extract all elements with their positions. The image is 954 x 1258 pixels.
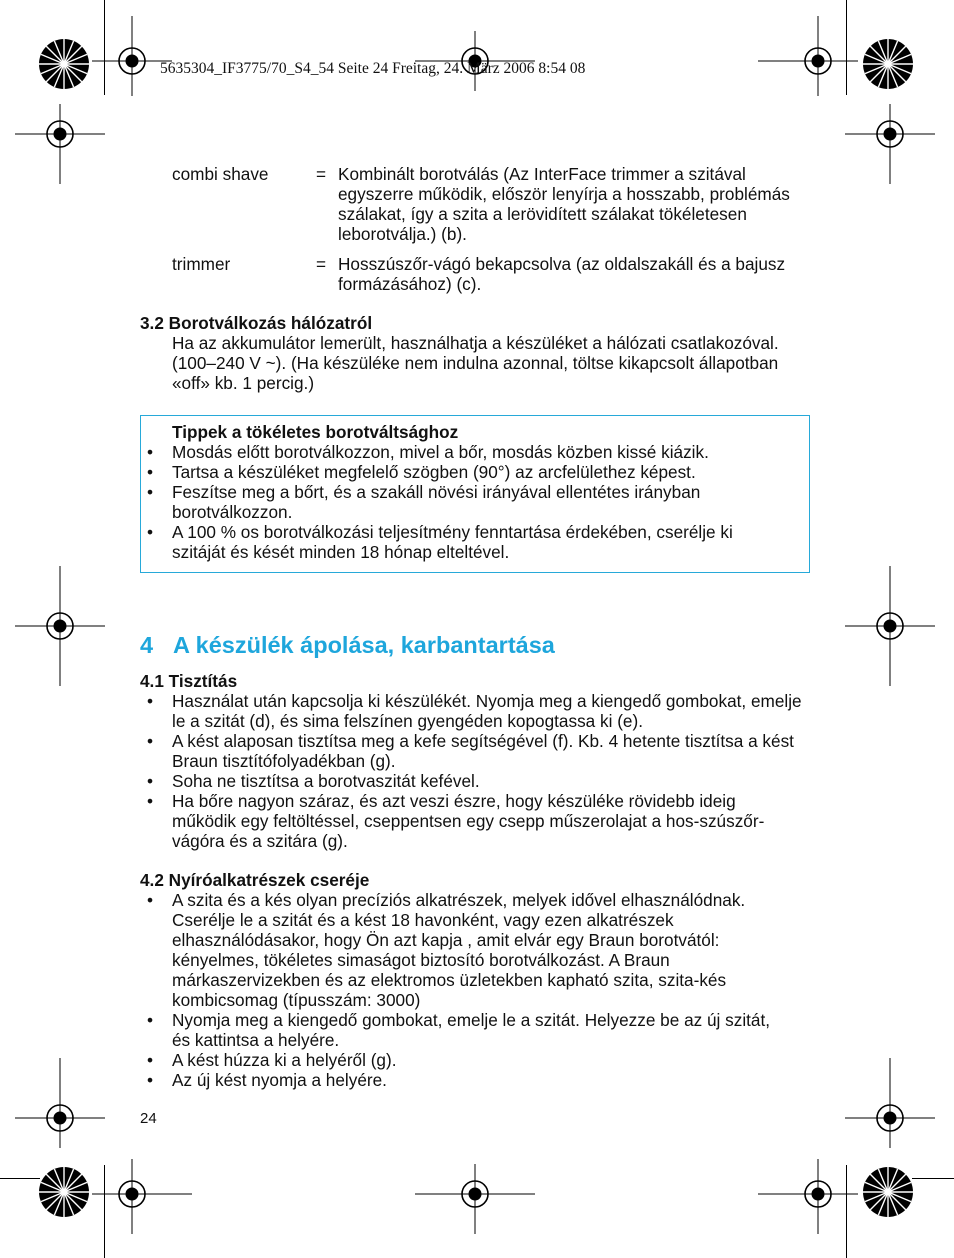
list-item: • Soha ne tisztítsa a borotvaszitát kefével. [147, 771, 480, 791]
bullet: • [147, 442, 154, 462]
bullet: • [147, 691, 154, 711]
list-item: • A kést alaposan tisztítsa meg a kefe segítségével (f). Kb. 4 hetente tisztítsa a kést Braun tisztítófolyadékban (g). [147, 731, 794, 771]
bullet: • [147, 791, 154, 811]
mode-definition: Hosszúszőr-vágó bekapcsolva (az oldalszakáll és a bajusz formázásához) (c). [338, 254, 786, 294]
list-item: • Tartsa a készüléket megfelelő szögben (90°) az arcfelülethez képest. [147, 462, 696, 482]
list-item: • Az új kést nyomja a helyére. [147, 1070, 387, 1090]
star-target-tl [39, 39, 89, 89]
tips-title: Tippek a tökéletes borotváltsághoz [172, 422, 459, 442]
list-item: • Használat után kapcsolja ki készülékét. Nyomja meg a kiengedő gombokat, emelje le a szitát (d), és sima felszínen gyengéden kopogtassa ki (e). [147, 691, 802, 731]
list-item: • A 100 % os borotválkozási teljesítmény fenntartása érdekében, cserélje ki szitáját és kését minden 18 hónap elteltével. [147, 522, 733, 562]
bullet: • [147, 522, 154, 542]
chapter-title [140, 632, 555, 659]
tips-list [140, 442, 790, 562]
bullet: • [147, 731, 154, 751]
cleaning-list [140, 691, 810, 851]
section-heading-4-2: 4.2 Nyíróalkatrészek cseréje [140, 870, 370, 890]
star-target-br [863, 1167, 913, 1217]
mode-eq: = [316, 254, 327, 274]
mode-term: combi shave [172, 164, 269, 184]
bullet: • [147, 771, 154, 791]
page-number: 24 [140, 1110, 157, 1127]
bullet: • [147, 482, 154, 502]
list-item: • Ha bőre nagyon száraz, és azt veszi észre, hogy készüléke rövidebb ideig működik egy feltöltéssel, cseppentsen egy csepp műszerolajat a hos-szúszőr-vágóra és a szitára (g). [147, 791, 765, 851]
bullet: • [147, 1010, 154, 1030]
print-slug: 5635304_IF3775/70_S4_54 Seite 24 Freitag, 24. März 2006 8:54 08 [160, 60, 586, 77]
list-item: • Mosdás előtt borotválkozzon, mivel a bőr, mosdás közben kissé kiázik. [147, 442, 709, 462]
list-item: • Nyomja meg a kiengedő gombokat, emelje le a szitát. Helyezze be az új szitát, és kattintsa a helyére. [147, 1010, 771, 1050]
list-item: • A szita és a kés olyan precíziós alkatrészek, melyek idővel elhasználódnak. Cserélje le a szitát és a kést 18 havonként, vagy ezen alkatrészek elhasználódásakor, hogy Ön azt kapja , amit elvár egy Braun borotvától: kényelmes, tökéletes simaságot biztosító borotválkozást. A Braun márkaszervizekben és az elektromos üzletekben kapható szita, szita-kés kombicsomag (típusszám: 3000) [147, 890, 746, 1010]
mode-definition: Kombinált borotválás (Az InterFace trimmer a szitával egyszerre működik, először lenyírja a hosszabb, problémás szálakat, így a szita a lerövidített szálakat tökéletesen leborotválja.) (b). [338, 164, 790, 244]
bullet: • [147, 1070, 154, 1090]
list-item: • Feszítse meg a bőrt, és a szakáll növési irányával ellentétes irányban borotválkozzon. [147, 482, 701, 522]
replacement-list [140, 890, 810, 1090]
star-target-tr [863, 39, 913, 89]
bullet: • [147, 462, 154, 482]
chapter-title-text: A készülék ápolása, karbantartása [173, 632, 555, 658]
section-body-3-2: Ha az akkumulátor lemerült, használhatja a készüléket a hálózati csatlakozóval. (100–240 V ~). (Ha készüléke nem indulna azonnal, töltse kikapcsolt állapotban «off» kb. 1 percig.) [172, 333, 779, 393]
bullet: • [147, 890, 154, 910]
star-target-bl [39, 1167, 89, 1217]
mode-eq: = [316, 164, 327, 184]
section-heading-3-2: 3.2 Borotválkozás hálózatról [140, 313, 373, 333]
mode-term: trimmer [172, 254, 231, 274]
chapter-number: 4 [140, 632, 154, 658]
bullet: • [147, 1050, 154, 1070]
list-item: • A kést húzza ki a helyéről (g). [147, 1050, 397, 1070]
section-heading-4-1: 4.1 Tisztítás [140, 671, 238, 691]
